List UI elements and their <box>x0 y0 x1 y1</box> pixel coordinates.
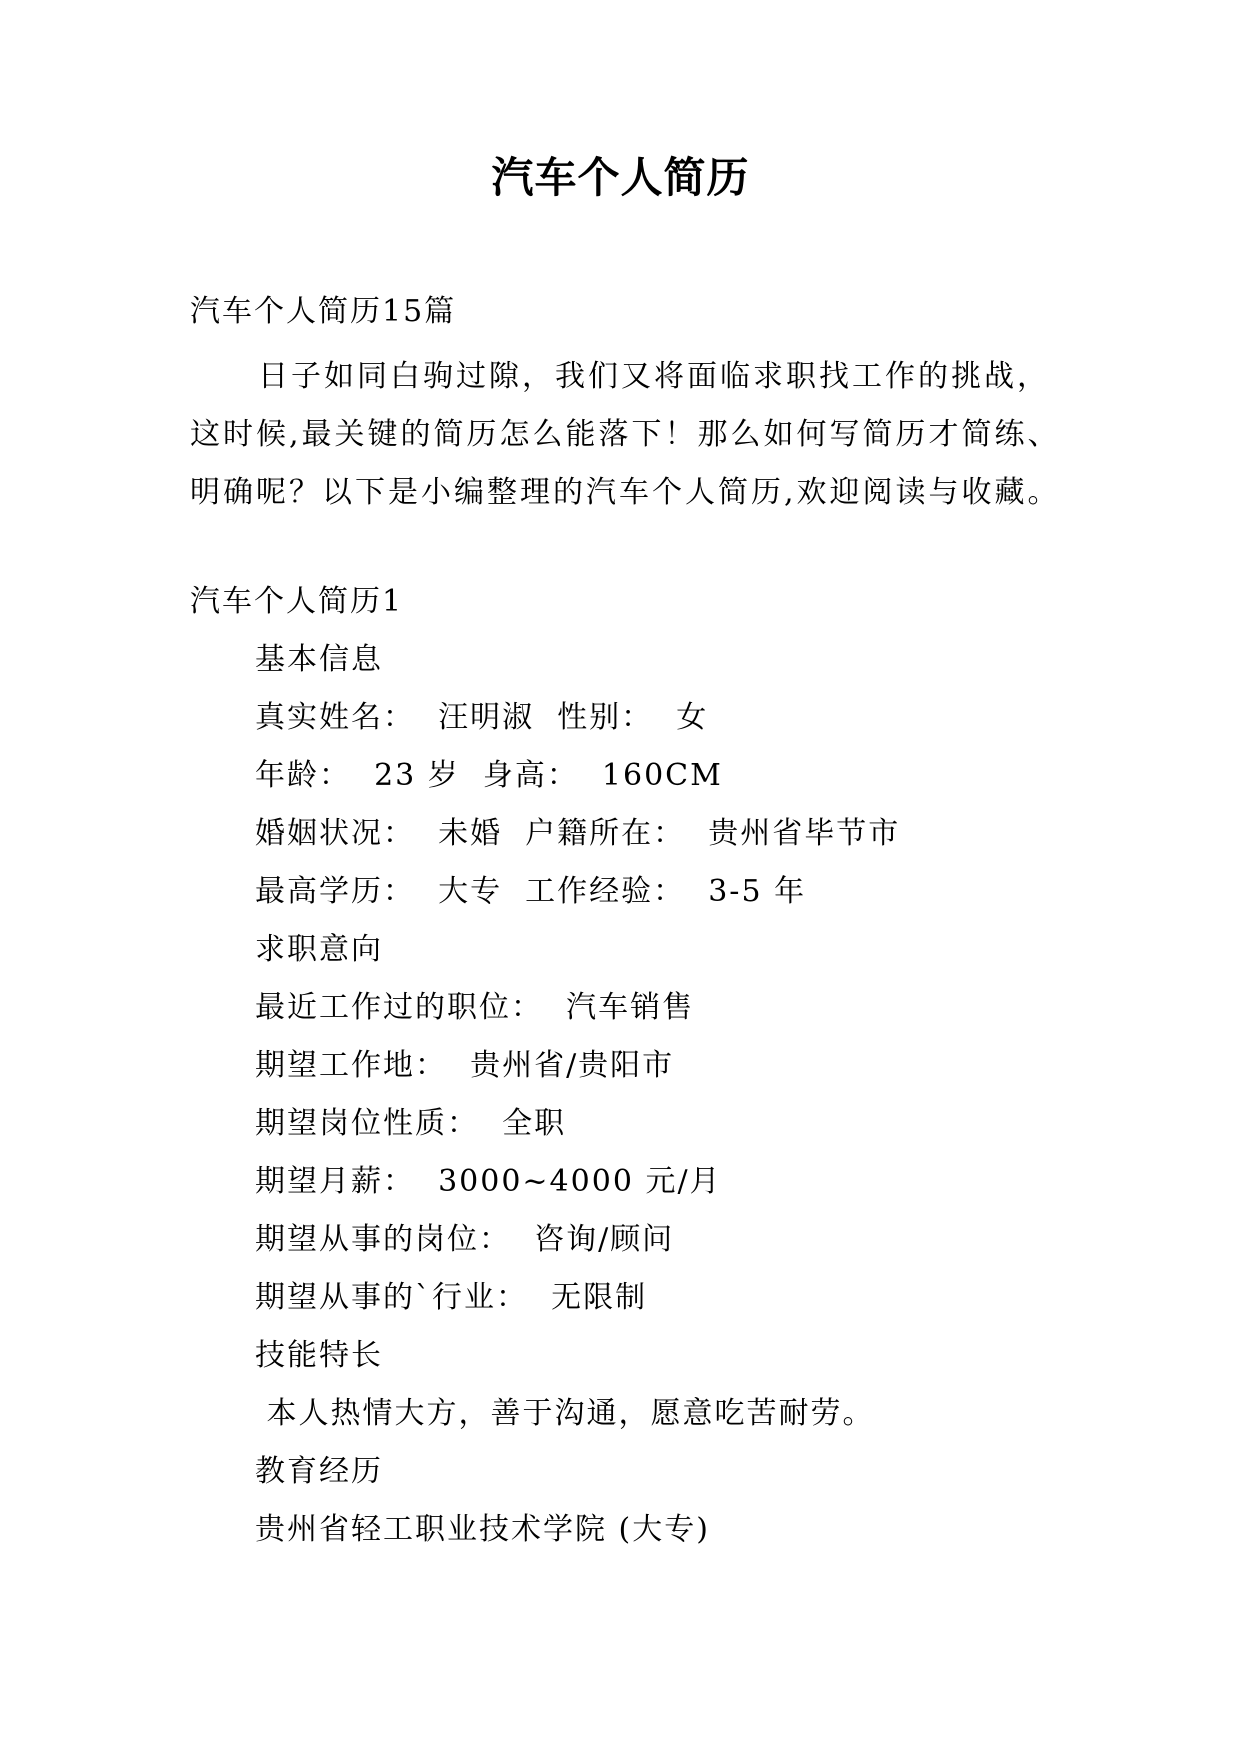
document-title: 汽车个人简历 <box>491 153 750 202</box>
document-subtitle: 汽车个人简历15篇 <box>190 294 457 329</box>
line-expected-industry: 期望从事的`行业： 无限制 <box>255 1280 648 1315</box>
line-expected-post: 期望从事的岗位： 咨询/顾问 <box>255 1222 675 1257</box>
heading-job-intention: 求职意向 <box>255 932 383 967</box>
heading-skills: 技能特长 <box>255 1338 383 1373</box>
line-marital-household: 婚姻状况： 未婚 户籍所在： 贵州省毕节市 <box>255 816 901 851</box>
line-name-gender: 真实姓名： 汪明淑 性别： 女 <box>255 700 709 735</box>
line-recent-position: 最近工作过的职位： 汽车销售 <box>255 990 695 1025</box>
line-expected-location: 期望工作地： 贵州省/贵阳市 <box>255 1048 675 1083</box>
section-heading: 汽车个人简历1 <box>190 584 404 619</box>
heading-education: 教育经历 <box>255 1454 383 1489</box>
line-school: 贵州省轻工职业技术学院 (大专) <box>255 1512 710 1547</box>
line-expected-salary: 期望月薪： 3000~4000 元/月 <box>255 1164 722 1199</box>
line-education-experience: 最高学历： 大专 工作经验： 3-5 年 <box>255 874 807 909</box>
line-skills-description: 本人热情大方，善于沟通，愿意吃苦耐劳。 <box>255 1396 875 1431</box>
heading-basic-info: 基本信息 <box>255 642 383 677</box>
intro-paragraph: 日子如同白驹过隙，我们又将面临求职找工作的挑战，这时候,最关键的简历怎么能落下！那么如何写简历才简练、明确呢？以下是小编整理的汽车个人简历,欢迎阅读与收藏。 <box>190 359 1061 510</box>
line-age-height: 年龄： 23 岁 身高： 160CM <box>255 758 723 793</box>
line-job-type: 期望岗位性质： 全职 <box>255 1106 567 1141</box>
